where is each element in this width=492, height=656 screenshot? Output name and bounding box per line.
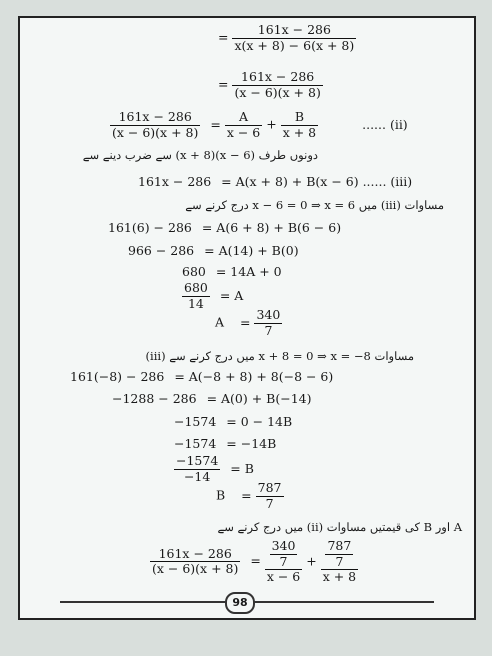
equation-10 bbox=[70, 371, 333, 384]
denominator: x(x + 8) − 6(x + 8) bbox=[234, 37, 355, 53]
numerator bbox=[321, 540, 358, 570]
nested-fraction bbox=[325, 540, 353, 568]
lhs: B bbox=[216, 487, 226, 503]
page-number-badge: 98 bbox=[225, 592, 255, 614]
fraction bbox=[256, 482, 284, 510]
urdu-instruction-3: مساوات x + 8 = 0 ⇒ x = −8 میں درج کرنے سے (iii) bbox=[145, 349, 414, 363]
numerator: 787 bbox=[327, 538, 352, 553]
urdu-instruction-4: A اور B کی قیمتیں مساوات (ii) میں درج کرنے سے bbox=[217, 520, 462, 534]
lhs: −1574 bbox=[174, 414, 217, 429]
fraction bbox=[110, 111, 200, 139]
rhs: = A(0) + B(−14) bbox=[206, 391, 312, 406]
equation-3 bbox=[110, 111, 408, 139]
lhs: 161(−8) − 286 bbox=[70, 369, 165, 384]
numerator: 340 bbox=[256, 307, 281, 322]
denominator: −14 bbox=[183, 468, 211, 484]
denominator: x − 6 bbox=[266, 569, 301, 584]
numerator: A bbox=[225, 111, 262, 126]
lhs: 680 bbox=[182, 264, 206, 279]
equation-7 bbox=[182, 266, 282, 279]
denominator: x + 8 bbox=[282, 124, 317, 140]
denominator: 7 bbox=[264, 322, 273, 338]
rhs: = −14B bbox=[226, 436, 277, 451]
rhs: = A(14) + B(0) bbox=[204, 243, 299, 258]
equation-15 bbox=[216, 482, 284, 510]
denominator: 14 bbox=[187, 295, 204, 311]
lhs: 161(6) − 286 bbox=[108, 220, 192, 235]
rhs: = 0 − 14B bbox=[226, 414, 293, 429]
rhs: = A bbox=[219, 287, 244, 303]
denominator: (x − 6)(x + 8) bbox=[112, 124, 199, 140]
equation-14 bbox=[174, 455, 254, 483]
urdu-instruction-1: دونوں طرف (x − 6)(x + 8) سے ضرب دینے سے bbox=[82, 148, 318, 162]
numerator: 787 bbox=[257, 480, 282, 495]
fraction-a bbox=[265, 540, 302, 584]
equation-16 bbox=[150, 540, 358, 584]
numerator: 161x − 286 bbox=[232, 24, 356, 39]
nested-fraction bbox=[270, 540, 298, 568]
equation-8 bbox=[182, 282, 243, 310]
numerator bbox=[265, 540, 302, 570]
rhs: = B bbox=[230, 460, 254, 476]
equals-sign: = bbox=[240, 314, 251, 330]
fraction bbox=[232, 24, 356, 52]
rhs: = A(6 + 8) + B(6 − 6) bbox=[201, 220, 342, 235]
fraction bbox=[182, 282, 210, 310]
equation-11 bbox=[112, 393, 311, 406]
lhs: 966 − 286 bbox=[128, 243, 195, 258]
denominator: 7 bbox=[335, 553, 344, 569]
fraction bbox=[232, 71, 322, 99]
denominator: 7 bbox=[279, 553, 288, 569]
fraction bbox=[174, 455, 220, 483]
numerator: −1574 bbox=[176, 453, 219, 468]
denominator: x − 6 bbox=[226, 124, 261, 140]
denominator: 7 bbox=[265, 495, 274, 511]
plus-sign: + bbox=[266, 116, 277, 132]
urdu-instruction-2: مساوات (iii) میں x − 6 = 0 ⇒ x = 6 درج کرنے سے bbox=[185, 198, 444, 212]
lhs: 161x − 286 bbox=[138, 174, 212, 189]
equals-sign: = bbox=[218, 29, 229, 45]
rhs: = 14A + 0 bbox=[215, 264, 282, 279]
fraction-b bbox=[321, 540, 358, 584]
lhs: −1574 bbox=[174, 436, 217, 451]
lhs: −1288 − 286 bbox=[112, 391, 197, 406]
denominator: (x − 6)(x + 8) bbox=[234, 84, 321, 100]
textbook-page bbox=[18, 16, 476, 620]
numerator: 161x − 286 bbox=[110, 111, 200, 126]
numerator: 340 bbox=[271, 538, 296, 553]
equals-sign: = bbox=[241, 487, 252, 503]
fraction-a bbox=[225, 111, 262, 139]
rhs: = A(x + 8) + B(x − 6) ...... (iii) bbox=[221, 174, 413, 189]
equation-2 bbox=[218, 71, 323, 99]
numerator: 161x − 286 bbox=[232, 71, 322, 86]
rhs: = A(−8 + 8) + 8(−8 − 6) bbox=[174, 369, 334, 384]
equation-4 bbox=[138, 176, 412, 189]
equation-1 bbox=[218, 24, 356, 52]
equation-6 bbox=[128, 245, 299, 258]
denominator: x + 8 bbox=[322, 569, 357, 584]
equation-13 bbox=[174, 438, 276, 451]
equals-sign: = bbox=[210, 116, 221, 132]
plus-sign: + bbox=[306, 553, 317, 569]
fraction-b bbox=[281, 111, 318, 139]
equals-sign: = bbox=[250, 553, 261, 569]
fraction bbox=[254, 309, 282, 337]
numerator: 161x − 286 bbox=[150, 548, 240, 563]
lhs: A bbox=[215, 314, 225, 330]
equation-12 bbox=[174, 416, 292, 429]
numerator: 680 bbox=[184, 280, 208, 295]
denominator: (x − 6)(x + 8) bbox=[152, 561, 239, 577]
equals-sign: = bbox=[218, 76, 229, 92]
equation-tag: ...... (ii) bbox=[362, 116, 408, 132]
equation-5 bbox=[108, 222, 341, 235]
equation-9 bbox=[215, 309, 282, 337]
fraction bbox=[150, 545, 240, 577]
numerator: B bbox=[281, 111, 318, 126]
